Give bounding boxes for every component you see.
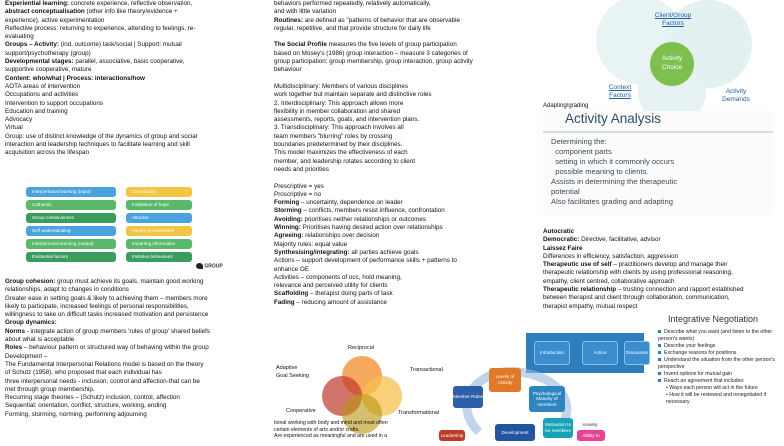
- note-line: [5, 116, 267, 124]
- note-line: [543, 261, 781, 269]
- note-line: [274, 100, 536, 108]
- note-line: [274, 158, 536, 166]
- node-member-roles: Member Roles: [453, 386, 483, 408]
- note-line: [274, 66, 536, 74]
- note-line-label: Autocratic: [543, 228, 575, 235]
- activity-analysis-line: potential: [551, 187, 580, 196]
- note-line: [274, 199, 536, 207]
- note-line-label: Democratic:: [543, 236, 580, 244]
- note-line-text: enhance OE: [274, 265, 310, 273]
- note-line: [274, 224, 536, 232]
- note-line: [274, 108, 536, 116]
- note-line: [5, 108, 267, 116]
- note-line: [5, 286, 267, 294]
- note-line-text: relationships over decision: [303, 232, 380, 240]
- note-line-text: three interpersonal needs - inclusion, control and affection-that can be: [5, 377, 200, 385]
- note-line-text: work together but maintain separate and distinctive roles: [274, 91, 432, 99]
- negotiation-bullet: • How it will be reviewed and renegotiated if necessary: [666, 392, 767, 405]
- note-line: [5, 17, 267, 25]
- note-line-text: AOTA areas of intervention: [5, 82, 81, 90]
- venn-label-transactional: Transactional: [410, 367, 443, 373]
- note-line-text: Reflective process: returning to experience, attending to feelings, re-: [5, 24, 196, 32]
- venn-label-transformational: Transformational: [398, 410, 440, 416]
- note-line-text: willingness to take on difficult tasks increased motivation and persistence: [5, 311, 209, 319]
- note-line-text: The Fundamental Interpersonal Relations model is based on the theory: [5, 360, 204, 368]
- node-motivation: Motivation to be members: [543, 418, 573, 438]
- activity-analysis-line: Also facilitates grading and adapting: [551, 197, 674, 206]
- note-line: [543, 236, 781, 244]
- therapeutic-factor-pill: Catharsis: [26, 200, 116, 210]
- therapeutic-factor-pill: Existential factors: [26, 252, 116, 262]
- note-line: [543, 303, 781, 311]
- note-line-text: Differences in efficiency, satisfaction, aggression: [543, 252, 679, 260]
- venn-caption-line: tional working with body and mind and most often: [274, 420, 388, 426]
- note-line-text: team members "blurring" roles by crossing: [274, 132, 393, 140]
- note-line-text: group must achieve its goals, maintain good working: [55, 278, 204, 285]
- activity-analysis-line: component parts: [551, 147, 612, 156]
- note-line-label: Routines:: [274, 16, 304, 24]
- therapeutic-factor-pill: Universality: [126, 187, 192, 197]
- venn-caption-line: Are experienced as meaningful and are used in a: [274, 433, 388, 439]
- note-line: [5, 353, 267, 361]
- negotiation-bullet: Reach an agreement that includes:: [664, 378, 745, 384]
- activity-analysis-line: possible meaning to clients.: [551, 167, 649, 176]
- note-line-label: Therapeutic relationship: [543, 286, 617, 294]
- note-line-text: This model maximizes the effectiveness of each: [274, 149, 408, 157]
- therapeutic-factor-pill: Imitative behaviours: [126, 252, 192, 262]
- note-line-text: – therapist doing parts of task: [308, 290, 393, 298]
- note-line-label: Group cohesion:: [5, 278, 56, 285]
- node-ability: Ability to: [577, 430, 605, 441]
- venn-caption: [274, 420, 388, 440]
- step-action: Action: [582, 341, 618, 365]
- note-line-label: Laissez Faire: [543, 244, 583, 252]
- note-line: [5, 83, 267, 91]
- note-line: [274, 141, 536, 149]
- note-line: [5, 378, 267, 386]
- activity-choice-diagram: [568, 0, 780, 112]
- note-line: [5, 66, 267, 74]
- note-line: [274, 207, 536, 215]
- note-line-text: – practitioners develop and manage their: [611, 261, 728, 269]
- column-right-notes: [543, 228, 781, 311]
- note-line-text: Virtual: [5, 124, 23, 132]
- group-logo: GROUP: [196, 263, 223, 269]
- activity-demands-label: Activity Demands: [722, 88, 750, 103]
- note-line-text: Greater ease in setting goals & likely to achieving them – members more: [5, 294, 208, 302]
- note-line: [5, 8, 267, 16]
- note-line: [274, 8, 536, 16]
- logo-icon: [196, 263, 203, 269]
- note-line-text: concrete experience, reflective observation,: [69, 0, 193, 7]
- note-line: [274, 33, 536, 41]
- note-line-text: Education and training: [5, 107, 68, 115]
- group-therapeutic-factors-graphic: [26, 187, 224, 273]
- note-line-label: The Social Profile: [274, 41, 327, 49]
- negotiation-bullet: • Ways each person will act in the future: [666, 385, 758, 391]
- column-middle: [274, 0, 536, 307]
- note-line: [5, 369, 267, 377]
- note-line: [543, 286, 781, 294]
- note-line-text: needs and priorities: [274, 165, 329, 173]
- note-line-text: of Schutz (1958), who proposed that each individual has: [5, 369, 162, 377]
- note-line-label: Synthesising/integrating:: [274, 248, 350, 256]
- note-line-text: experience), active experimentation: [5, 16, 105, 24]
- note-line-text: member, and leadership rotates according to client: [274, 157, 416, 165]
- note-line-text: regular, repetitive, and that provide structure for daily life: [274, 24, 431, 32]
- note-line-text: interaction and leadership techniques to facilitate learning and skill: [5, 141, 190, 149]
- note-line: [5, 133, 267, 141]
- venn-label-cooperative: Cooperative: [286, 408, 316, 414]
- venn-label-adaptive: Adaptive: [276, 365, 298, 371]
- note-line-text: Development –: [5, 352, 48, 360]
- note-line: [5, 50, 267, 58]
- note-line-text: – uncertainty, dependence on leader: [299, 199, 403, 207]
- note-line-text: – reducing amount of assistance: [294, 298, 388, 306]
- note-line: [5, 141, 267, 149]
- note-line: [5, 328, 267, 336]
- note-line-text: Forming, storming, norming, performing adjourning: [5, 410, 147, 418]
- notes-group-dynamics: [5, 278, 267, 419]
- note-line-label: Norms: [5, 327, 25, 335]
- note-line-text: Directive, facilitative, advisor: [579, 236, 661, 244]
- note-line: [274, 299, 536, 307]
- note-line: [543, 228, 781, 236]
- note-line-text: Majority rules: equal value: [274, 240, 348, 248]
- note-line: [274, 282, 536, 290]
- note-line: [274, 290, 536, 298]
- note-line-text: (other info like theory/evidence +: [84, 8, 178, 16]
- note-line: [274, 83, 536, 91]
- note-line-text: (ind. outcome) task/social | Support: mutual: [59, 41, 182, 49]
- note-line-label: Content: who/what | Process: interactions/how: [5, 74, 145, 82]
- note-line: [274, 274, 536, 282]
- note-line: [5, 278, 267, 286]
- note-line-text: support/psychotherapy (group): [5, 49, 91, 57]
- note-line-text: met through group membership.: [5, 385, 95, 393]
- note-line-label: Developmental stages:: [5, 58, 74, 66]
- therapeutic-factor-pill: Group cohesiveness: [26, 213, 116, 223]
- note-line-text: and with little variation: [274, 8, 336, 16]
- note-line-label: Winning:: [274, 224, 301, 232]
- note-line: [274, 174, 536, 182]
- note-line-text: likely to participate, increased feelings of personal responsibilities,: [5, 302, 189, 310]
- note-line: [274, 232, 536, 240]
- note-line-label: Agreeing:: [274, 232, 304, 240]
- note-line-text: 2. Interdisciplinary: This approach allows more: [274, 99, 404, 107]
- note-line-label: Storming: [274, 207, 302, 215]
- bullet-icon: [658, 372, 661, 375]
- venn-label-reciprocal: Reciprocal: [348, 345, 374, 351]
- note-line: [5, 303, 267, 311]
- leadership-venn-diagram: [272, 344, 452, 441]
- note-line-text: Occupations and activities: [5, 91, 79, 99]
- node-anxiety: Anxiety: [582, 421, 598, 427]
- activity-analysis-line: Assists in determining the therapeutic: [551, 177, 678, 186]
- note-line: [5, 75, 267, 83]
- note-line: [5, 311, 267, 319]
- negotiation-bullet: Exchange reasons for positions: [664, 350, 737, 356]
- note-line-text: Recurring stage theories – (Schutz) inclusion, control, affection: [5, 394, 180, 402]
- note-line: [274, 241, 536, 249]
- note-line: [5, 295, 267, 303]
- note-line-text: Sequential: orientation, conflict, structure, working, ending: [5, 402, 167, 410]
- note-line-text: boundaries predetermined by their disciplines.: [274, 141, 403, 149]
- note-line: [5, 25, 267, 33]
- note-line-text: empathy, client centred, collaborative approach: [543, 277, 675, 285]
- note-line-text: - integrate action of group members 'rules of group' shared beliefs: [24, 327, 211, 335]
- note-line: [274, 41, 536, 49]
- note-line: [274, 116, 536, 124]
- note-line: [5, 319, 267, 327]
- note-line-text: supportive cooperative, mature: [5, 66, 92, 74]
- development-diagram: [439, 362, 609, 441]
- note-line-label: Therapeutic use of self: [543, 261, 612, 269]
- note-line: [274, 58, 536, 66]
- note-line-text: relevance and perceived utility for clients: [274, 282, 388, 290]
- activity-analysis-lines: [551, 137, 677, 207]
- bullet-icon: [658, 330, 661, 333]
- venn-caption-line: certain elements of arts and/or crafts.: [274, 426, 360, 433]
- therapeutic-factor-pill: Instillation of hope: [126, 200, 192, 210]
- note-line-text: – conflicts, members resist influence, confrontation: [301, 207, 445, 215]
- note-line: [5, 33, 267, 41]
- note-line: [274, 183, 536, 191]
- note-line: [274, 124, 536, 132]
- note-line: [5, 0, 267, 8]
- note-line-text: therapeutic relationship with clients by using professional reasoning,: [543, 269, 733, 277]
- negotiation-bullet: Understand the situation from the other person's perspective: [658, 357, 775, 370]
- negotiation-bullet: Describe your feelings: [664, 343, 716, 349]
- note-line-label: Groups – Activity:: [5, 41, 59, 49]
- note-line-text: all parties achieve goals: [349, 248, 419, 256]
- note-line-text: behaviors performed repeatedly, relatively automatically,: [274, 0, 431, 7]
- note-line-text: – behaviour pattern or structured way of behaving within the group: [22, 344, 209, 352]
- note-line: [274, 149, 536, 157]
- note-line: [274, 266, 536, 274]
- note-line: [5, 124, 267, 132]
- note-line: [274, 216, 536, 224]
- therapeutic-factor-pill: Altruism: [126, 213, 192, 223]
- therapeutic-factor-pill: Interpersonal learning (input): [26, 187, 116, 197]
- note-line-text: evaluating: [5, 33, 34, 41]
- note-line-text: Proscriptive = no: [274, 190, 322, 198]
- note-line-label: abstract conceptualisation: [5, 8, 85, 16]
- node-psychological-maturity: Psychological Maturity of members: [529, 386, 565, 412]
- step-introduction: Introduction: [534, 341, 570, 365]
- note-line-text: Multidisciplinary: Members of various disciplines: [274, 82, 409, 90]
- notes-experiential: [5, 0, 267, 158]
- note-line: [543, 278, 781, 286]
- note-line-text: relationships, adapt to changes in conditions: [5, 286, 129, 294]
- note-line: [274, 166, 536, 174]
- note-line-text: Intervention to support occupations: [5, 99, 104, 107]
- note-line: [543, 253, 781, 261]
- note-line-label: Forming: [274, 199, 300, 207]
- note-line-text: Prescriptive = yes: [274, 182, 324, 190]
- node-levels-of-activity: Levels of Activity: [489, 368, 521, 392]
- note-line: [5, 41, 267, 49]
- note-line-text: based on Mosey's (1986) group interaction – measure 3 categories of: [274, 49, 468, 57]
- note-line-text: Advocacy: [5, 116, 33, 124]
- note-line-text: parallel, associative, basic cooperative,: [73, 58, 185, 66]
- note-line: [274, 133, 536, 141]
- note-line-text: flexibility in member collaboration and shared: [274, 107, 401, 115]
- note-line: [274, 191, 536, 199]
- note-line-text: Group: use of distinct knowledge of the dynamics of group and social: [5, 132, 198, 140]
- note-line-text: about what is acceptable: [5, 336, 75, 344]
- therapeutic-factor-pill: Family re-enactment: [126, 226, 192, 236]
- note-line-label: Roles: [5, 344, 23, 352]
- activity-analysis-card: [543, 111, 773, 215]
- note-line-text: prioritises neither relationships or outcomes: [302, 215, 427, 223]
- note-line: [274, 17, 536, 25]
- note-line: [543, 269, 781, 277]
- activity-analysis-line: setting in which it commonly occurs: [551, 157, 675, 166]
- note-line: [5, 91, 267, 99]
- note-line: [5, 149, 267, 157]
- note-line-label: Group dynamics:: [5, 319, 57, 327]
- bullet-icon: [658, 344, 661, 347]
- note-line-label: Scaffolding: [274, 290, 309, 298]
- note-line: [274, 257, 536, 265]
- note-line-text: Prioritises having desired action over relationships: [300, 224, 443, 232]
- note-line: [274, 75, 536, 83]
- note-line-text: group participation: group membership, group interaction, group activity: [274, 58, 473, 66]
- note-line: [5, 58, 267, 66]
- therapeutic-factor-pill: Interpersonal learning (output): [26, 239, 116, 249]
- note-line: [5, 336, 267, 344]
- activity-choice-label: Activity Choice: [661, 55, 683, 71]
- note-line-text: behaviour: [274, 66, 302, 74]
- note-line-text: therapist empathy, mutual respect: [543, 302, 638, 310]
- step-discussion: Discussion: [624, 341, 650, 365]
- therapeutic-factor-pill: Imparting information: [126, 239, 192, 249]
- note-line: [543, 245, 781, 253]
- note-line-label: Fading: [274, 298, 295, 306]
- note-line-text: Activities – components of occ, hold meaning,: [274, 273, 402, 281]
- note-line: [5, 402, 267, 410]
- therapeutic-factor-pill: Self-understanding: [26, 226, 116, 236]
- bullet-icon: [658, 379, 661, 382]
- note-line: [5, 411, 267, 419]
- note-line-text: 3. Transdisciplinary: This approach involves all: [274, 124, 404, 132]
- note-line-text: are defined as "patterns of behavior that are observable: [303, 16, 461, 24]
- bullet-icon: [658, 351, 661, 354]
- note-line-text: assessments, reports, goals, and intervention plans.: [274, 116, 420, 124]
- note-line-text: acquisition across the lifespan: [5, 149, 90, 157]
- column-left: [5, 0, 267, 158]
- note-line: [5, 361, 267, 369]
- adapting-grading-tag: Adapting/grading: [543, 103, 589, 109]
- note-line: [5, 100, 267, 108]
- note-line: [5, 394, 267, 402]
- note-line: [543, 294, 781, 302]
- node-development: Development: [495, 424, 535, 441]
- note-line-text: between therapist and client through collaboration, communication,: [543, 294, 730, 302]
- context-factors-label: Context Factors: [608, 84, 632, 99]
- negotiation-bullet: Describe what you want (and listen to the other person's wants): [658, 329, 773, 342]
- note-line: [274, 25, 536, 33]
- negotiation-bullets: [658, 329, 784, 406]
- note-line-label: Avoiding:: [274, 215, 303, 223]
- bullet-icon: [658, 358, 661, 361]
- note-line: [274, 249, 536, 257]
- note-line: [274, 91, 536, 99]
- activity-analysis-title: Activity Analysis: [565, 111, 662, 126]
- note-line: [274, 0, 536, 8]
- negotiation-title: Integrative Negotiation: [668, 314, 759, 324]
- note-line-text: Actions – support development of performance skills + patterns to: [274, 257, 457, 265]
- note-line: [5, 344, 267, 352]
- node-leadership: Leadership: [439, 430, 465, 441]
- note-line: [5, 386, 267, 394]
- note-line-text: measures the five levels of group participation: [326, 41, 457, 49]
- note-line-label: Experiential learning:: [5, 0, 70, 7]
- card-divider: [543, 131, 773, 133]
- negotiation-bullet: Invent options for mutual gain: [664, 371, 733, 377]
- client-group-factors-label: Client/Group Factors: [654, 12, 692, 27]
- note-line: [274, 50, 536, 58]
- note-line-text: – trusting connection and rapport established: [616, 286, 744, 294]
- activity-analysis-line: Determining the:: [551, 137, 607, 146]
- venn-label-goal-seeking: Goal Seeking: [276, 373, 310, 379]
